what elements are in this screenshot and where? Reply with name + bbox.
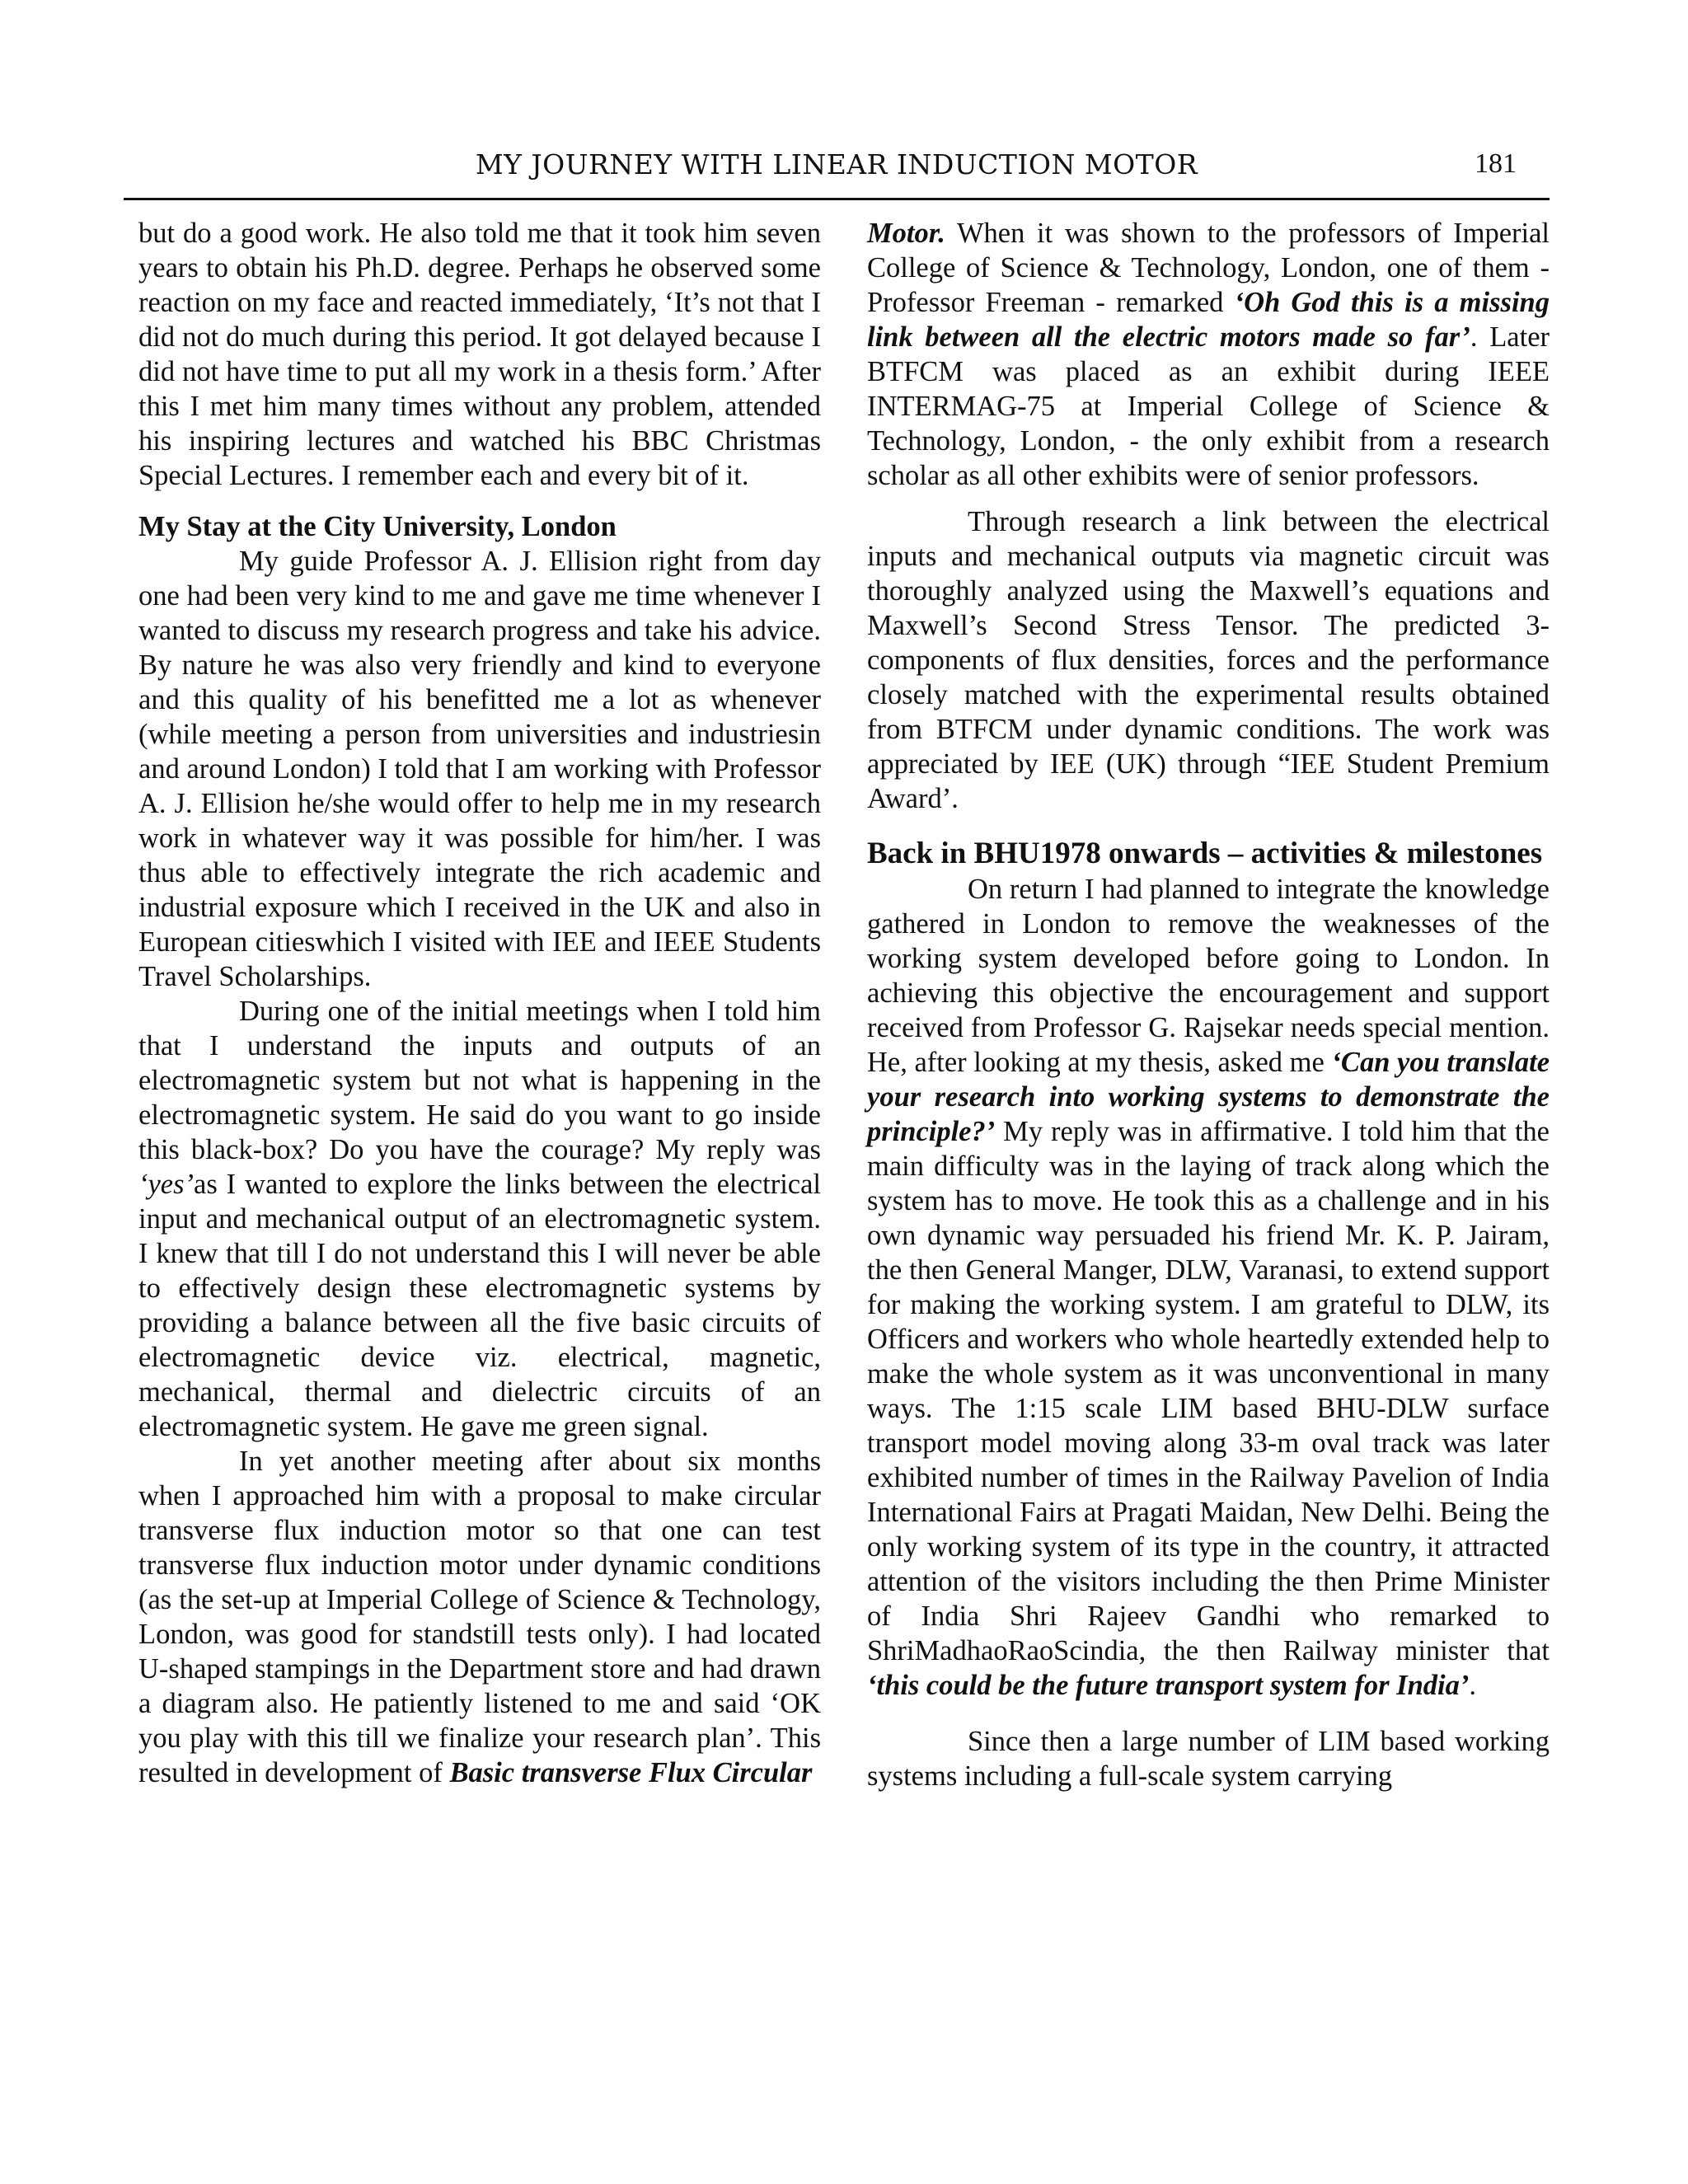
para3-quote: ‘Can you translate your research into working systems to demonstrate the principle?’: [867, 1047, 1550, 1147]
right-paragraph-4: Since then a large number of LIM based working systems including a full-scale system carrying: [867, 1726, 1550, 1792]
para3-quote-2: ‘this could be the future transport system for India’: [867, 1670, 1470, 1701]
para3-text-b: My reply was in affirmative. I told him that the main difficulty was in the laying of track along which the system has to move. He took this as a challenge and in his own dynamic way persuaded his friend Mr. K. P. Jairam, the then General Manger, DLW, Varanasi, to extend support for making the working system. I am grateful to DLW, its Officers and workers who whole heartedly extended help to make the whole system as it was unconventional in many ways. The 1:15 scale LIM based BHU-DLW surface transport model moving along 33-m oval track was later exhibited number of times in the Railway Pavelion of India International Fairs at Pragati Maidan, New Delhi. Being the only working system of its type in the country, it attracted attention of the visitors including the then Prime Minister of India Shri Rajeev Gandhi who remarked to ShriMadhaoRaoScindia, the then Railway minister that: [867, 1116, 1550, 1666]
para1-quote: ‘Oh God this is a missing link between all the electric motors made so far’: [867, 287, 1550, 353]
para1-text-a: When it was shown to the professors of Imperial College of Science & Technology, London, one of them - Professor Freeman - remarked: [867, 218, 1550, 318]
right-column: [867, 216, 1550, 1793]
section-heading-city-university: My Stay at the City University, London: [138, 511, 617, 542]
left-column: [138, 216, 821, 1790]
para1-text-b: . Later BTFCM was placed as an exhibit during IEEE INTERMAG-75 at Imperial College of Science & Technology, London, - the only exhibit from a research scholar as all other exhibits were of senior professors.: [867, 321, 1550, 491]
para3-text-a: On return I had planned to integrate the knowledge gathered in London to remove the weaknesses of the working system developed before going to London. In achieving this objective the encouragement and support received from Professor G. Rajsekar needs special mention. He, after looking at my thesis, asked me: [867, 874, 1550, 1078]
para4-text-a: In yet another meeting after about six months when I approached him with a proposal to make circular transverse flux induction motor so that one can test transverse flux induction motor under dynamic conditions (as the set-up at Imperial College of Science & Technology, London, was good for standstill tests only). I had located U-shaped stampings in the Department store and had drawn a diagram also. He patiently listened to me and said ‘OK you play with this till we finalize your research plan’. This resulted in development of: [138, 1446, 821, 1788]
para1-bold-motor: Motor.: [867, 218, 945, 249]
left-paragraph-2: My guide Professor A. J. Ellision right from day one had been very kind to me and gave me time whenever I wanted to discuss my research progress and take his advice. By nature he was also very friendly and kind to everyone and this quality of his benefitted me a lot as whenever (while meeting a person from universities and industriesin and around London) I told that I am working with Professor A. J. Ellision he/she would offer to help me in my research work in whatever way it was possible for him/her. I was thus able to effectively integrate the rich academic and industrial exposure which I received in the UK and also in European citieswhich I visited with IEE and IEEE Students Travel Scholarships.: [138, 546, 821, 992]
left-paragraph-4: [138, 1444, 821, 1790]
running-title: MY JOURNEY WITH LINEAR INDUCTION MOTOR: [475, 148, 1198, 180]
para3-text-c: .: [1469, 1670, 1476, 1701]
para4-bold-term: Basic transverse Flux Circular: [449, 1757, 813, 1788]
left-paragraph-1: but do a good work. He also told me that it took him seven years to obtain his Ph.D. degree. Perhaps he observed some reaction on my face and reacted immediately, ‘It’s not that I did not do much during this period. It got delayed because I did not have time to put all my work in a thesis form.’ After this I met him many times without any problem, attended his inspiring lectures and watched his BBC Christmas Special Lectures. I remember each and every bit of it.: [138, 218, 821, 491]
right-paragraph-1: [867, 216, 1550, 493]
section-heading-back-in-bhu: Back in BHU1978 onwards – activities & milestones: [867, 837, 1543, 870]
right-paragraph-2: Through research a link between the electrical inputs and mechanical outputs via magnetic circuit was thoroughly analyzed using the Maxwell’s equations and Maxwell’s Second Stress Tensor. The predicted 3-components of flux densities, forces and the performance closely matched with the experimental results obtained from BTFCM under dynamic conditions. The work was appreciated by IEE (UK) through “IEE Student Premium Award’.: [867, 506, 1550, 814]
para3-yes: ‘yes’: [138, 1169, 195, 1200]
right-paragraph-3: [867, 872, 1550, 1703]
para3-text-a: During one of the initial meetings when I told him that I understand the inputs and outputs of an electromagnetic system but not what is happening in the electromagnetic system. He said do you want to go inside this black-box? Do you have the courage? My reply was: [138, 996, 821, 1165]
page-number: 181: [1475, 148, 1517, 179]
left-paragraph-3: [138, 994, 821, 1444]
page-header: [124, 148, 1550, 200]
para3-text-b: as I wanted to explore the links between the electrical input and mechanical output of an electromagnetic system. I knew that till I do not understand this I will never be able to effectively design these electromagnetic systems by providing a balance between all the five basic circuits of electromagnetic device viz. electrical, magnetic, mechanical, thermal and dielectric circuits of an electromagnetic system. He gave me green signal.: [138, 1169, 821, 1442]
